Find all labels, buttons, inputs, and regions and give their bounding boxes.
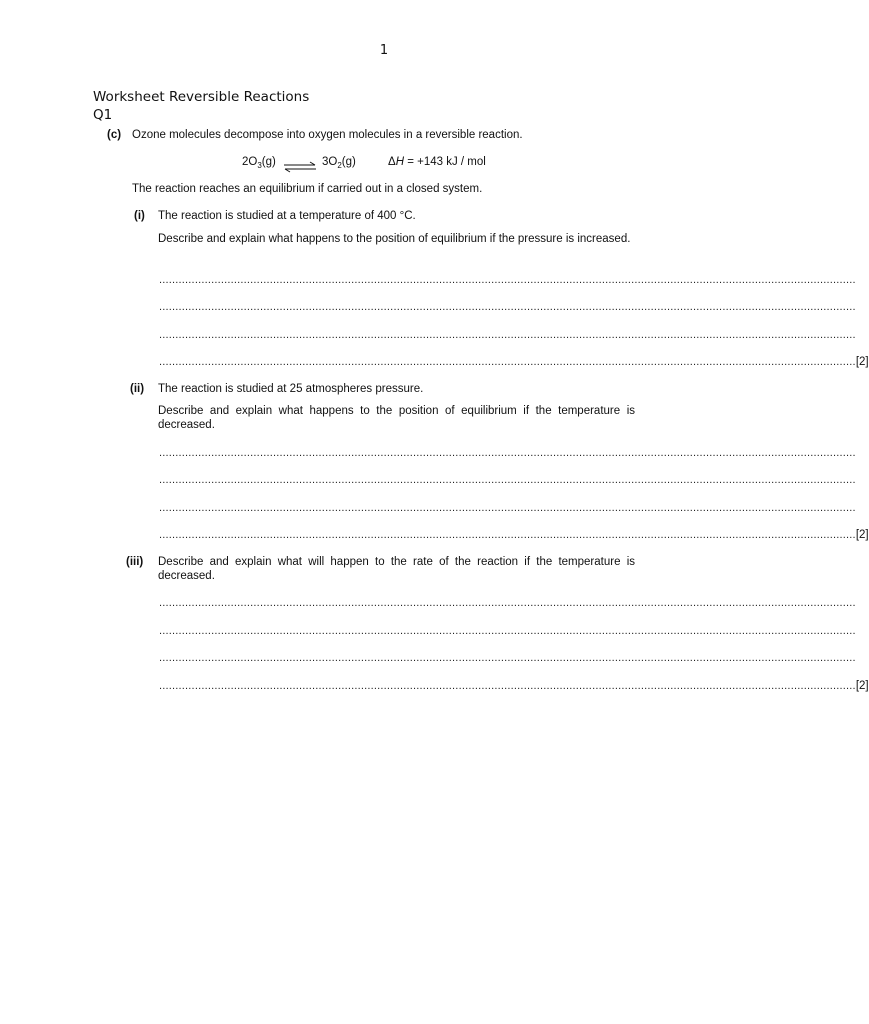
- part-iii-label: (iii): [126, 556, 144, 568]
- worksheet-title: Worksheet Reversible Reactions: [93, 89, 310, 105]
- part-c-intro: Ozone molecules decompose into oxygen molecules in a reversible reaction.: [132, 129, 523, 141]
- part-c-label: (c): [107, 129, 122, 141]
- closed-system-statement: The reaction reaches an equilibrium if carried out in a closed system.: [132, 183, 483, 195]
- answer-line[interactable]: ......................................................................................................................................................................................................................: [159, 447, 856, 459]
- answer-line[interactable]: ......................................................................................................................................................................................................................: [159, 329, 856, 341]
- answer-dots: ......................................................................................................................................................................................................................: [159, 529, 856, 541]
- equation-left-side: $2O_3(g)$: [242, 156, 276, 170]
- part-ii-statement: The reaction is studied at 25 atmospheres pressure.: [158, 383, 424, 395]
- question-number: Q1: [93, 107, 113, 123]
- answer-line[interactable]: ......................................................................................................................................................................................................................: [159, 625, 856, 637]
- answer-line[interactable]: ......................................................................................................................................................................................................................: [159, 652, 856, 664]
- marks-label: [2]: [855, 356, 869, 368]
- enthalpy-change: ΔH = +143 kJ / mol: [388, 156, 486, 168]
- answer-line-final[interactable]: [159, 355, 869, 369]
- answer-line[interactable]: ......................................................................................................................................................................................................................: [159, 301, 856, 313]
- page-number: 1: [379, 43, 389, 58]
- equation-right-side: $3O_2(g)$: [322, 156, 356, 170]
- answer-dots: ......................................................................................................................................................................................................................: [159, 680, 856, 692]
- answer-dots: ......................................................................................................................................................................................................................: [159, 356, 856, 368]
- answer-line-final[interactable]: [159, 528, 869, 542]
- part-ii-label: (ii): [130, 383, 145, 395]
- marks-label: [2]: [855, 529, 869, 541]
- answer-line[interactable]: ......................................................................................................................................................................................................................: [159, 502, 856, 514]
- answer-line[interactable]: ......................................................................................................................................................................................................................: [159, 597, 856, 609]
- part-iii-question: Describe and explain what will happen to the rate of the reaction if the temperature is decreased.: [158, 556, 635, 582]
- answer-line[interactable]: ......................................................................................................................................................................................................................: [159, 274, 856, 286]
- answer-line-final[interactable]: [159, 679, 869, 693]
- part-i-question: Describe and explain what happens to the position of equilibrium if the pressure is increased.: [158, 233, 631, 245]
- part-ii-question: Describe and explain what happens to the position of equilibrium if the temperature is decreased.: [158, 405, 635, 431]
- part-i-label: (i): [134, 210, 145, 222]
- marks-label: [2]: [855, 680, 869, 692]
- answer-line[interactable]: ......................................................................................................................................................................................................................: [159, 474, 856, 486]
- equilibrium-arrows-icon: [283, 162, 317, 172]
- part-i-statement: The reaction is studied at a temperature of 400 °C.: [158, 210, 416, 222]
